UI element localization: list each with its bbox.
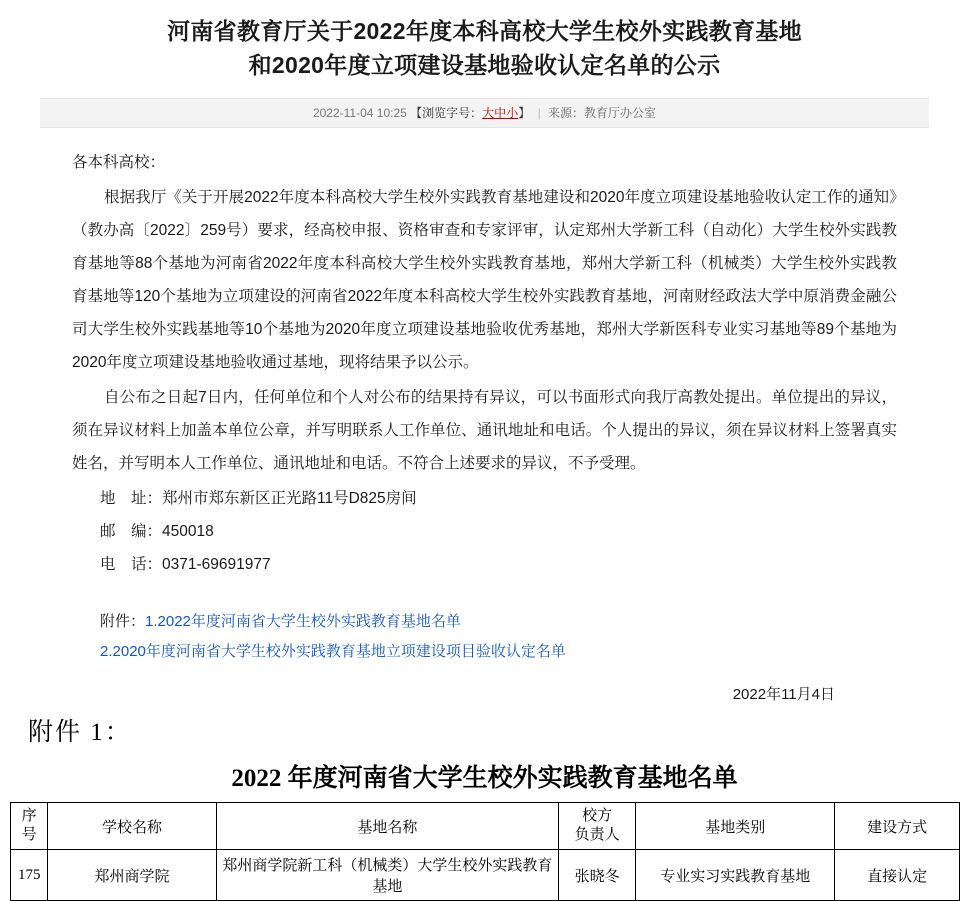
font-size-label: 【浏览字号： [410, 106, 483, 120]
attachments-block [72, 607, 897, 637]
source-label: 来源：教育厅办公室 [548, 106, 657, 120]
column-header-person-line1: 校方 [582, 808, 613, 824]
cell-base: 郑州商学院新工科（机械类）大学生校外实践教育基地 [216, 850, 559, 901]
attachment-table-title: 2022 年度河南省大学生校外实践教育基地名单 [231, 765, 738, 792]
attachments-block-2 [72, 637, 897, 667]
column-header-person [559, 803, 636, 850]
cell-type: 专业实习实践教育基地 [636, 850, 835, 901]
page-title [80, 14, 889, 82]
title-line-2: 和2020年度立项建设基地验收认定名单的公示 [248, 52, 721, 78]
column-header-mode: 建设方式 [835, 803, 960, 850]
column-header-no [11, 803, 48, 850]
column-header-school: 学校名称 [48, 803, 216, 850]
contact-address: 地 址：郑州市郑东新区正光路11号D825房间 [100, 490, 417, 507]
title-line-1: 河南省教育厅关于2022年度本科高校大学生校外实践教育基地 [167, 18, 802, 44]
attachment-section [0, 712, 969, 901]
cell-person: 张晓冬 [559, 850, 636, 901]
title-block [0, 0, 969, 88]
contact-postcode: 邮 编：450018 [100, 523, 214, 540]
cell-no: 175 [11, 850, 48, 901]
column-header-no-line2: 号 [21, 827, 37, 843]
attachment-number: 附件 1： [28, 719, 132, 746]
cell-mode: 直接认定 [835, 850, 960, 901]
column-header-base: 基地名称 [216, 803, 559, 850]
attachment-link-1[interactable]: 1.2022年度河南省大学生校外实践教育基地名单 [145, 613, 461, 630]
column-header-type: 基地类别 [636, 803, 835, 850]
column-header-no-line1: 序 [21, 808, 37, 824]
font-size-small-link[interactable]: 小 [506, 106, 519, 120]
salutation: 各本科高校： [72, 154, 166, 171]
font-size-large-link[interactable]: 大 [482, 106, 495, 120]
font-size-close: 】 [518, 106, 531, 120]
table-header-row [11, 803, 960, 850]
document-body [0, 128, 969, 704]
publish-date: 2022-11-04 10:25 [312, 106, 407, 120]
article-meta-bar [40, 98, 929, 128]
sign-date: 2022年11月4日 [732, 686, 835, 703]
attachments-label: 附件： [100, 613, 146, 630]
paragraph-2: 自公布之日起7日内，任何单位和个人对公布的结果持有异议，可以书面形式向我厅高教处提出。单位提出的异议，须在异议材料上加盖本单位公章，并写明联系人工作单位、通讯地址和电话。个人提出的异议，须在异议材料上签署真实姓名，并写明本人工作单位、通讯地址和电话。不符合上述要求的异议，不予受理。 [72, 389, 897, 472]
base-list-table [10, 802, 960, 901]
table-row [11, 850, 960, 901]
contact-phone: 电 话：0371-69691977 [100, 556, 271, 573]
meta-separator: | [537, 106, 541, 120]
cell-school: 郑州商学院 [48, 850, 216, 901]
column-header-person-line2: 负责人 [574, 827, 620, 843]
paragraph-1: 根据我厅《关于开展2022年度本科高校大学生校外实践教育基地建设和2020年度立项建设基地验收认定工作的通知》（教办高〔2022〕259号）要求，经高校申报、资格审查和专家评审，认定郑州大学新工科（自动化）大学生校外实践教育基地等88个基地为河南省2022年度本科高校大学生校外实践教育基地，郑州大学新工科（机械类）大学生校外实践教育基地等120个基地为立项建设的河南省2022年度本科高校大学生校外实践教育基地，河南财经政法大学中原消费金融公司大学生校外实践基地等10个基地为2020年度立项建设基地验收优秀基地，郑州大学新医科专业实习基地等89个基地为2020年度立项建设基地验收通过基地，现将结果予以公示。 [72, 189, 897, 371]
attachment-link-2[interactable]: 2.2020年度河南省大学生校外实践教育基地立项建设项目验收认定名单 [100, 643, 566, 660]
font-size-medium-link[interactable]: 中 [494, 106, 507, 120]
